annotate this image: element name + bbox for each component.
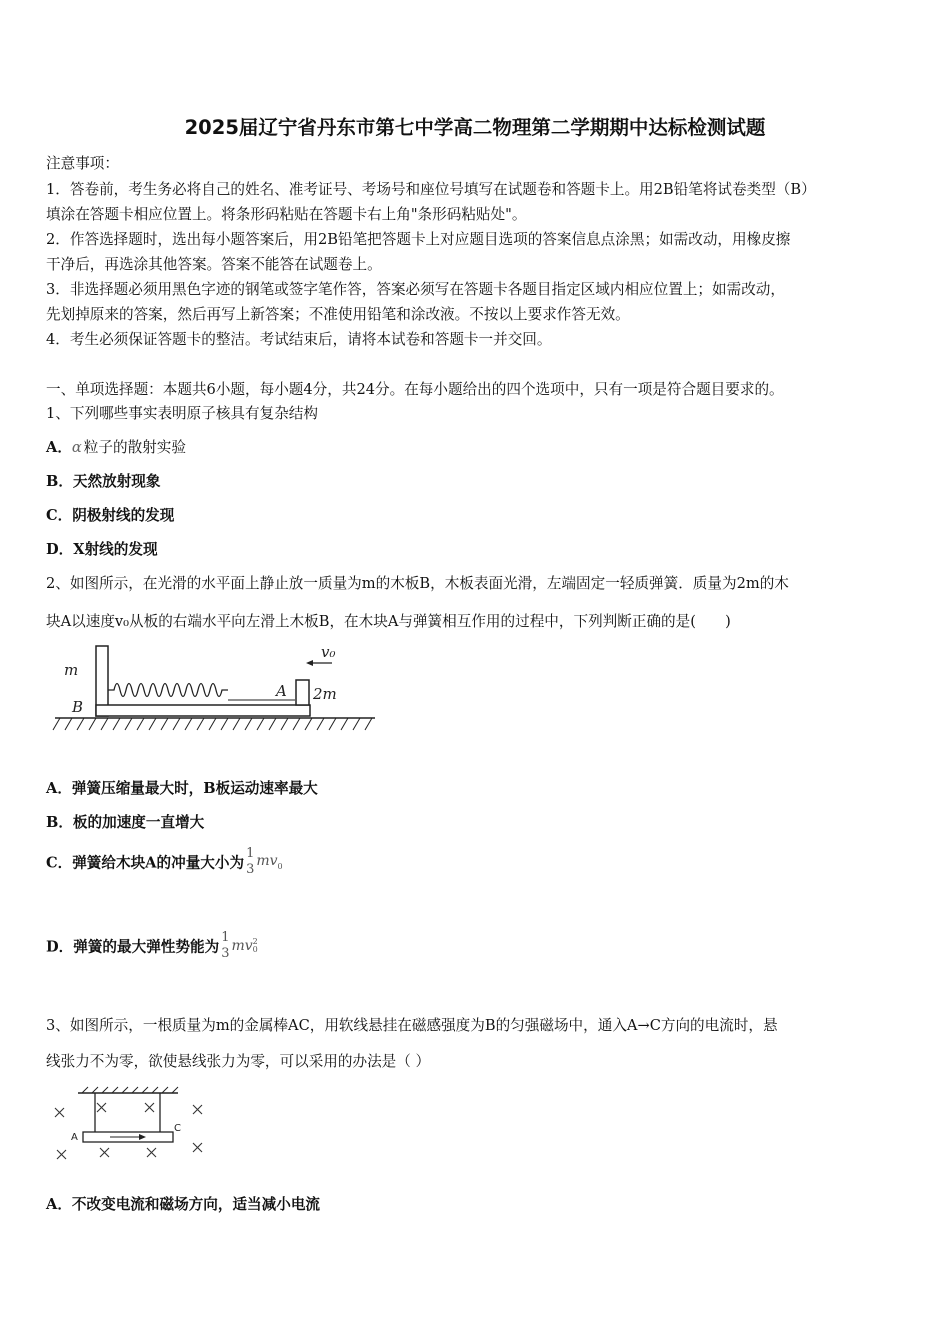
velocity-v0-label: v₀ <box>321 643 336 661</box>
notice-line: 填涂在答题卡相应位置上。将条形码粘贴在答题卡右上角"条形码粘贴处"。 <box>46 206 527 223</box>
q2-option-d <box>46 930 258 962</box>
page-title: 2025届辽宁省丹东市第七中学高二物理第二学期期中达标检测试题 <box>184 116 766 139</box>
magnetic-field-figure <box>50 1085 215 1170</box>
rod-end-a-label: A <box>71 1132 78 1143</box>
mass-m-label: m <box>64 661 79 679</box>
fraction-numerator: 1 <box>221 930 230 945</box>
mv-symbol: mv <box>231 938 253 954</box>
mv-symbol: mv <box>256 853 278 870</box>
mass-2m-label: 2m <box>313 685 337 703</box>
block-a-label: A <box>276 682 287 700</box>
rod-end-c-label: C <box>174 1123 181 1134</box>
section-heading: 一、单项选择题：本题共6小题，每小题4分，共24分。在每小题给出的四个选项中，只有一项是符合题目要求的。 <box>46 381 784 398</box>
notice-heading: 注意事项： <box>46 155 119 172</box>
q2-option-c-text: C．弹簧给木块A的冲量大小为 <box>46 854 245 872</box>
q3-stem-line2: 线张力不为零，欲使悬线张力为零，可以采用的办法是（ ） <box>46 1053 431 1070</box>
fraction-denominator: 3 <box>246 862 255 877</box>
q1-option-c: C．阴极射线的发现 <box>46 507 175 524</box>
q2-option-a: A．弹簧压缩量最大时，B板运动速率最大 <box>46 780 318 797</box>
subscript-0: 0 <box>252 945 258 954</box>
fraction-denominator: 3 <box>221 946 230 961</box>
board-b-label: B <box>72 698 84 716</box>
notice-line: 2．作答选择题时，选出每小题答案后，用2B铅笔把答题卡上对应题目选项的答案信息点涂黑；如需改动，用橡皮擦 <box>46 231 791 248</box>
ceiling-hatching <box>82 1087 178 1093</box>
notice-line: 先划掉原来的答案，然后再写上新答案；不准使用铅笔和涂改液。不按以上要求作答无效。 <box>46 306 630 323</box>
q3-stem-line1: 3、如图所示，一根质量为m的金属棒AC，用软线悬挂在磁感强度为B的匀强磁场中，通入A→C方向的电流时，悬 <box>46 1017 778 1034</box>
fraction <box>246 846 254 878</box>
q1-option-a-text: 粒子的散射实验 <box>83 439 186 456</box>
notice-line: 1．答卷前，考生务必将自己的姓名、准考证号、考场号和座位号填写在试题卷和答题卡上。用2B铅笔将试卷类型（B） <box>46 181 816 198</box>
spring-block-figure <box>50 640 380 740</box>
alpha-symbol: α <box>71 439 82 456</box>
q1-option-a <box>46 436 186 457</box>
momentum-expression <box>256 853 282 869</box>
q1-stem: 1、下列哪些事实表明原子核具有复杂结构 <box>46 405 318 422</box>
subscript-0: 0 <box>277 861 283 871</box>
velocity-arrowhead <box>306 660 313 666</box>
q3-option-a: A．不改变电流和磁场方向，适当减小电流 <box>46 1196 321 1213</box>
fraction-numerator: 1 <box>246 846 255 861</box>
notice-line: 4．考生必须保证答题卡的整洁。考试结束后，请将本试卷和答题卡一并交回。 <box>46 331 552 348</box>
energy-expression <box>231 938 257 954</box>
q1-option-d: D．X射线的发现 <box>46 541 158 558</box>
superscript-2: 2 <box>252 937 258 946</box>
q2-stem-line1: 2、如图所示，在光滑的水平面上静止放一质量为m的木板B，木板表面光滑，左端固定一轻质弹簧．质量为2m的木 <box>46 575 789 592</box>
notice-line: 3．非选择题必须用黑色字迹的钢笔或签字笔作答，答案必须写在答题卡各题目指定区域内相应位置上；如需改动， <box>46 281 785 298</box>
q1-option-a-label: A． <box>46 439 72 456</box>
fraction <box>221 930 229 962</box>
q2-option-c <box>46 846 283 878</box>
q1-option-b: B．天然放射现象 <box>46 473 161 490</box>
q2-option-d-text: D．弹簧的最大弹性势能为 <box>46 938 220 956</box>
block-a <box>296 680 309 705</box>
q2-stem-line2: 块A以速度v₀从板的右端水平向左滑上木板B，在木块A与弹簧相互作用的过程中，下列判断正确的是( ) <box>46 613 731 630</box>
ground-hatching <box>53 718 372 730</box>
board-b <box>96 705 310 716</box>
spring <box>108 684 228 697</box>
notice-line: 干净后，再选涂其他答案。答案不能答在试题卷上。 <box>46 256 382 273</box>
q2-option-b: B．板的加速度一直增大 <box>46 814 205 831</box>
